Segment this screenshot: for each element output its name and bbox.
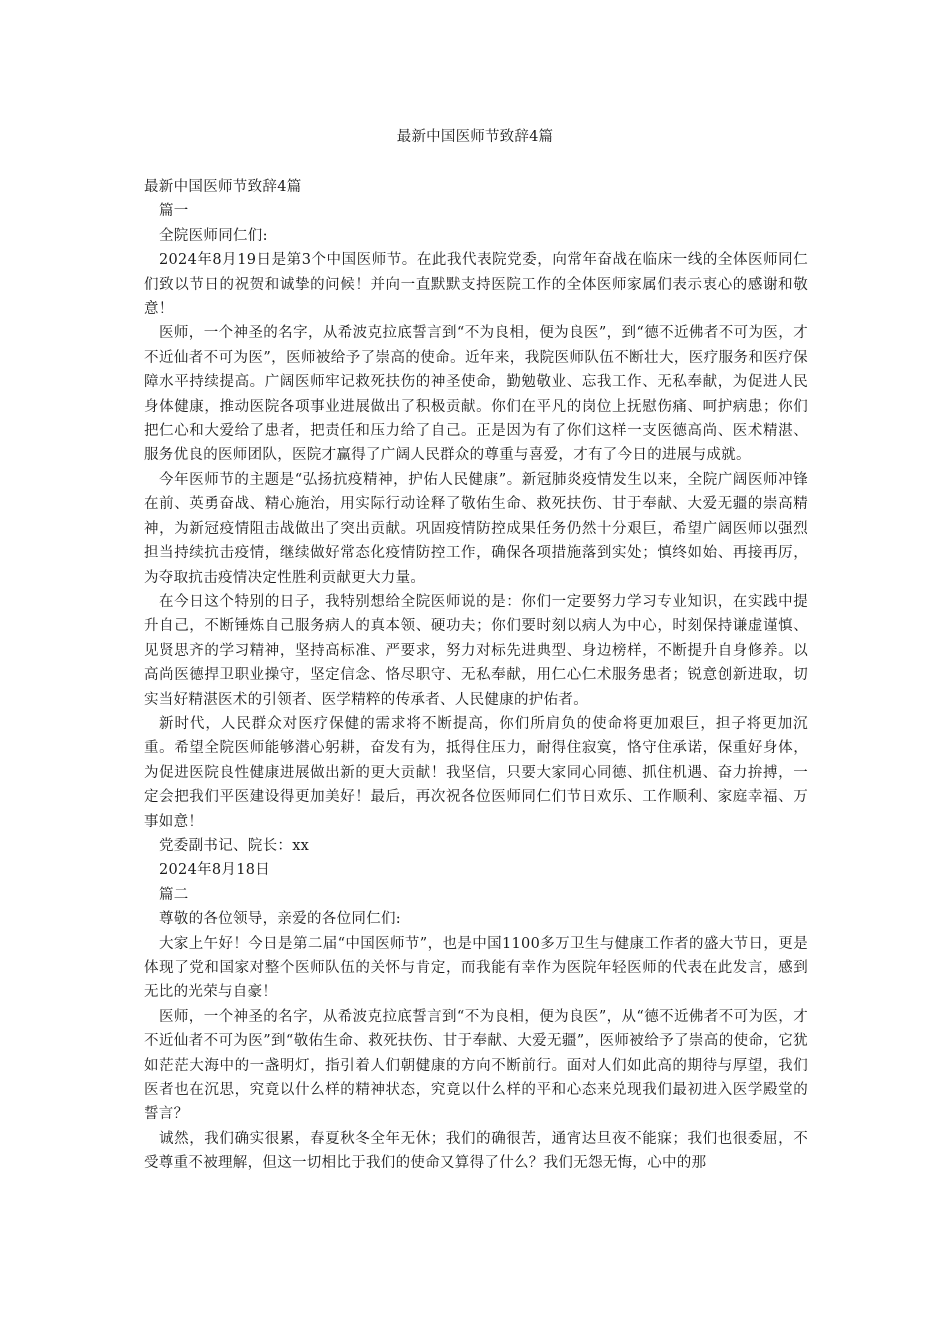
salutation: 全院医师同仁们: bbox=[159, 227, 268, 244]
paragraph: 医师，一个神圣的名字，从希波克拉底誓言到“不为良相，便为良医”，到“德不近佛者不可为医，才不近仙者不可为医”，医师被给予了崇高的使命。近年来，我院医师队伍不断壮大，医疗服务和医疗保障水平持续提高。广阔医师牢记救死扶伤的神圣使命，勤勉敬业、忘我工作、无私奉献，为促进人民身体健康，推动医院各项事业进展做出了积极贡献。你们在平凡的岗位上抚慰伤痛、呵护病患；你们把仁心和大爱给了患者，把责任和压力给了自己。正是因为有了你们这样一支医德高尚、医术精湛、服务优良的医师团队，医院才赢得了广阔人民群众的尊重与喜爱，才有了今日的进展与成就。 bbox=[144, 325, 808, 464]
document-heading: 最新中国医师节致辞4篇 bbox=[144, 179, 302, 195]
paragraph: 在今日这个特别的日子，我特别想给全院医师说的是：你们一定要努力学习专业知识，在实践中提升自己，不断锤炼自己服务病人的真本领、硬功夫；你们要时刻以病人为中心，时刻保持谦虚谨慎、见贤思齐的学习精神，坚持高标准、严要求，努力对标先进典型、身边榜样，不断提升自身修养。以高尚医德捍卫职业操守，坚定信念、恪尽职守、无私奉献，用仁心仁术服务患者；锐意创新进取，切实当好精湛医术的引领者、医学精粹的传承者、人民健康的护佑者。 bbox=[144, 593, 808, 708]
paragraph: 医师，一个神圣的名字，从希波克拉底誓言到“不为良相，便为良医”，从“德不近佛者不可为医，才不近仙者不可为医”到“敬佑生命、救死扶伤、甘于奉献、大爱无疆”，医师被给予了崇高的使命，它犹如茫茫大海中的一盏明灯，指引着人们朝健康的方向不断前行。面对人们如此高的期待与厚望，我们医者也在沉思，究竟以什么样的精神状态，究竟以什么样的平和心态来兑现我们最初进入医学殿堂的誓言？ bbox=[144, 1008, 808, 1123]
section-label: 篇一 bbox=[159, 203, 189, 220]
paragraph: 今年医师节的主题是“弘扬抗疫精神，护佑人民健康”。新冠肺炎疫情发生以来，全院广阔医师冲锋在前、英勇奋战、精心施治，用实际行动诠释了敬佑生命、救死扶伤、甘于奉献、大爱无疆的崇高精神，为新冠疫情阻击战做出了突出贡献。巩固疫情防控成果任务仍然十分艰巨，希望广阔医师以强烈担当持续抗击疫情，继续做好常态化疫情防控工作，确保各项措施落到实处；慎终如始、再接再厉，为夺取抗击疫情决定性胜利贡献更大力量。 bbox=[144, 471, 808, 586]
paragraph: 大家上午好！今日是第二届“中国医师节”，也是中国1100多万卫生与健康工作者的盛大节日，更是体现了党和国家对整个医师队伍的关怀与肯定，而我能有幸作为医院年轻医师的代表在此发言，感到无比的光荣与自豪！ bbox=[144, 935, 808, 1001]
section-label: 篇二 bbox=[159, 886, 189, 903]
paragraph: 新时代，人民群众对医疗保健的需求将不断提高，你们所肩负的使命将更加艰巨，担子将更加沉重。希望全院医师能够潜心躬耕，奋发有为，抵得住压力，耐得住寂寞，恪守住承诺，保重好身体，为促进医院良性健康进展做出新的更大贡献！我坚信，只要大家同心同德、抓住机遇、奋力拚搏，一定会把我们平医建设得更加美好！最后，再次祝各位医师同仁们节日欢乐、工作顺利、家庭幸福、万事如意！ bbox=[144, 715, 808, 830]
paragraph: 诚然，我们确实很累，春夏秋冬全年无休；我们的确很苦，通宵达旦夜不能寐；我们也很委屈，不受尊重不被理解，但这一切相比于我们的使命又算得了什么？我们无怨无悔，心中的那 bbox=[144, 1130, 808, 1172]
paragraph: 2024年8月19日是第3个中国医师节。在此我代表院党委，向常年奋战在临床一线的全体医师同仁们致以节日的祝贺和诚挚的问候！并向一直默默支持医院工作的全体医师家属们表示衷心的感谢和敬意！ bbox=[144, 252, 808, 318]
page-title: 最新中国医师节致辞4篇 bbox=[396, 129, 554, 145]
salutation: 尊敬的各位领导，亲爱的各位同仁们: bbox=[159, 911, 401, 928]
date: 2024年8月18日 bbox=[159, 862, 271, 879]
document-body bbox=[144, 175, 808, 1176]
signature: 党委副书记、院长：xx bbox=[159, 837, 310, 854]
